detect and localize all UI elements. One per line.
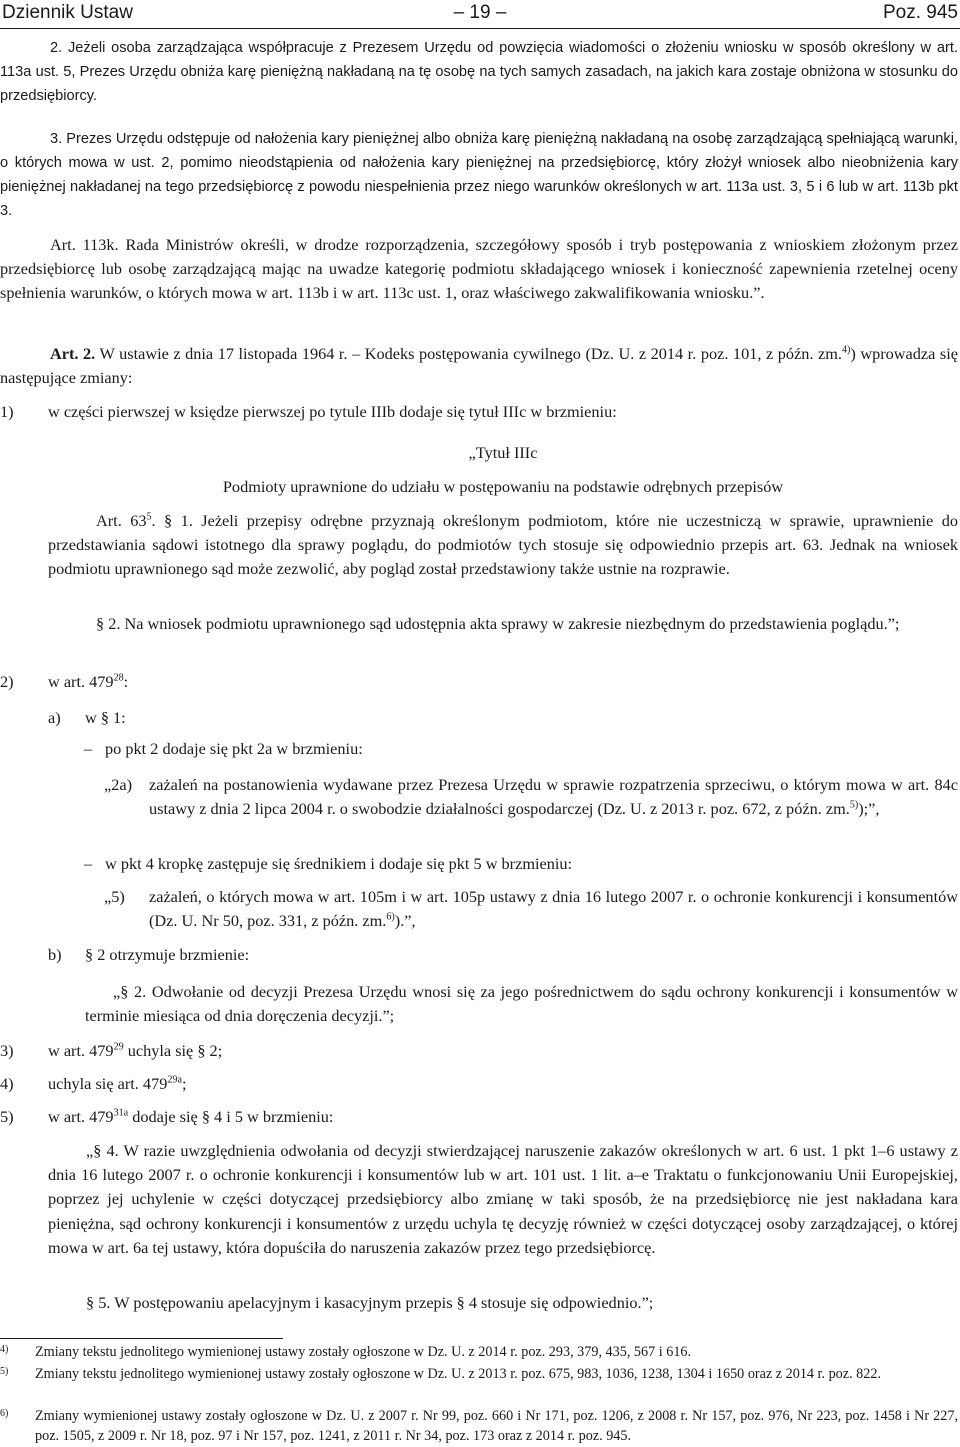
page-number: – 19 – [453, 2, 507, 23]
footnote-6-text: Zmiany wymienionej ustawy zostały ogłoszone w Dz. U. z 2007 r. Nr 99, poz. 660 i Nr 171, poz. 1206, z 2008 r. Nr 157, poz. 976, Nr 223, poz. 1458 i Nr 227, poz. 1505, z 2009 r. Nr 18, poz. 97 i Nr 157, poz. 1241, z 2011 r. Nr 34, poz. 173 oraz z 2014 r. poz. 945. [35, 1408, 958, 1444]
item-2b-text: § 2 otrzymuje brzmienie: [85, 945, 250, 964]
item-3-number: 3) [0, 1041, 14, 1060]
dash-2: – [84, 854, 93, 873]
dash-2-text: w pkt 4 kropkę zastępuje się średnikiem i dodaje się pkt 5 w brzmieniu: [105, 854, 573, 873]
footnote-4-mark: 4) [0, 1344, 9, 1355]
paragraph-4-new: „§ 4. W razie uwzględnienia odwołania od decyzji stwierdzającej naruszenie zakazów określonych w art. 6 ust. 1 pkt 1–6 ustawy z dnia 16 lutego 2007 r. o ochronie konkurencji i konsumentów lub w art. 101 ust. 1 lit. a–e Traktatu o funkcjonowaniu Unii Europejskiej, poprzez jej uchylenie w części dotyczącej przedsiębiorcy albo zmianę w taki sposób, że na przedsiębiorcę nie jest nakładana kara pieniężna, sąd ochrony konkurencji i konsumentów z urzędu uchyla tę decyzję również w części dotyczącej osoby zarządzającej, o której mowa w art. 6a tej ustawy, która dopuściła do naruszenia zakazów przez tego przedsiębiorcę. [48, 1141, 958, 1257]
dash-1-text: po pkt 2 dodaje się pkt 2a w brzmieniu: [105, 739, 363, 758]
paragraph-2-new: „§ 2. Odwołanie od decyzji Prezesa Urzędu wnosi się za jego pośrednictwem do sądu ochrony konkurencji i konsumentów w terminie miesiąca od dnia doręczenia decyzji.”; [85, 982, 958, 1026]
article-113k: Art. 113k. Rada Ministrów określi, w drodze rozporządzenia, szczegółowy sposób i tryb postępowania z wnioskiem złożonym przez przedsiębiorcę lub osobę zarządzającą mając na uwadze kategorię podmiotu składającego wniosek i konieczność zapewnienia rzetelnej oceny spełnienia warunków, o których mowa w art. 113b i w art. 113c ust. 1, oraz właściwego zakwalifikowania wniosku.”. [0, 235, 958, 303]
article-63-label: Art. 63 [96, 511, 147, 530]
item-4-number: 4) [0, 1074, 14, 1093]
page-header [0, 0, 960, 30]
position-number: Poz. 945 [883, 2, 958, 23]
title-iiic-subtitle: Podmioty uprawnione do udziału w postępowaniu na podstawie odrębnych przepisów [222, 477, 784, 496]
header-rule [0, 28, 960, 29]
item-2a-text: w § 1: [85, 708, 126, 727]
footnote-5-mark: 5) [0, 1366, 9, 1377]
article-2-text: W ustawie z dnia 17 listopada 1964 r. – Kodeks postępowania cywilnego (Dz. U. z 2014 r. poz. 101, z późn. zm. [95, 344, 842, 363]
item-2a-letter: a) [48, 708, 61, 727]
item-2b-letter: b) [48, 945, 62, 964]
item-1-text: w części pierwszej w księdze pierwszej po tytule IIIb dodaje się tytuł IIIc w brzmieniu: [48, 402, 617, 421]
paragraph-2: 2. Jeżeli osoba zarządzająca współpracuje z Prezesem Urzędu od powzięcia wiadomości o złożeniu wniosku w sposób określony w art. 113a ust. 5, Prezes Urzędu obniża karę pieniężną nakładaną na tę osobę na tych samych zasadach, na jakich kara zostaje obniżona w stosunku do przedsiębiorcy. [0, 40, 958, 105]
footnote-6-mark: 6) [0, 1408, 9, 1419]
item-5-text: w art. $479^{31a}$ dodaje się § 4 i 5 w brzmieniu: [48, 1107, 334, 1126]
article-63-text: . § 1. Jeżeli przepisy odrębne przyznają określonym podmiotom, które nie uczestniczą w sprawie, uprawnienie do przedstawiania sądowi istotnego dla sprawy poglądu, do podmiotów tych stosuje się odpowiednio przepis art. 63. Jednak na wniosek podmiotu uprawnionego sąd może zezwolić, aby pogląd został przedstawiony także ustnie na rozprawie. [48, 511, 958, 579]
paragraph-3: 3. Prezes Urzędu odstępuje od nałożenia kary pieniężnej albo obniża karę pieniężną nakładaną na osobę zarządzającą spełniającą warunki, o których mowa w ust. 2, pomimo nieodstąpienia od nałożenia kary pieniężnej na przedsiębiorcę, który złożył wniosek albo nieobniżenia kary pieniężnej nakładanej na tego przedsiębiorcę z powodu niespełnienia przez niego warunków określonych w art. 113a ust. 3, 5 i 6 lub w art. 113b pkt 3. [0, 131, 958, 220]
article-2-label: Art. 2. [50, 344, 96, 363]
dash-1: – [84, 739, 93, 758]
item-2-number: 2) [0, 672, 14, 691]
item-2-text: w art. $479^{28}$: [48, 672, 129, 691]
footnote-ref-4: 4) [841, 344, 851, 356]
point-5-text: zażaleń, o których mowa w art. 105m i w art. 105p ustawy z dnia 16 lutego 2007 r. o ochronie konkurencji i konsumentów (Dz. U. Nr 50, poz. 331, z późn. zm.$^{6)}$).”, [149, 887, 958, 931]
point-2a-number: „2a) [104, 775, 133, 794]
article-2-tail: ) wprowadza się następujące zmiany: [0, 344, 958, 388]
item-1-number: 1) [0, 402, 14, 421]
point-5-number: „5) [104, 887, 125, 906]
paragraph-5-new: § 5. W postępowaniu apelacyjnym i kasacyjnym przepis § 4 stosuje się odpowiednio.”; [86, 1293, 654, 1312]
item-3-text: w art. $479^{29}$ uchyla się § 2; [48, 1041, 223, 1060]
article-63-5-par-2: § 2. Na wniosek podmiotu uprawnionego sąd udostępnia akta sprawy w zakresie niezbędnym do przedstawienia poglądu.”; [96, 614, 900, 633]
footnote-4-text: Zmiany tekstu jednolitego wymienionej ustawy zostały ogłoszone w Dz. U. z 2014 r. poz. 293, 379, 435, 567 i 616. [35, 1344, 692, 1360]
article-63-superscript: 5 [146, 511, 152, 523]
footnote-5-text: Zmiany tekstu jednolitego wymienionej ustawy zostały ogłoszone w Dz. U. z 2013 r. poz. 675, 983, 1036, 1238, 1304 i 1650 oraz z 2014 r. poz. 822. [35, 1366, 881, 1382]
item-4-text: uchyla się art. $479^{29a}$; [48, 1074, 187, 1093]
title-iiic: „Tytuł IIIc [468, 443, 538, 462]
item-5-number: 5) [0, 1107, 14, 1126]
point-2a-text: zażaleń na postanowienia wydawane przez Prezesa Urzędu w sprawie rozpatrzenia sprzeciwu, o którym mowa w art. 84c ustawy z dnia 2 lipca 2004 r. o swobodzie działalności gospodarczej (Dz. U. z 2013 r. poz. 672, z późn. zm.$^{5)}$);”, [149, 775, 958, 819]
article-2 [0, 342, 958, 390]
article-63-5 [48, 509, 958, 582]
footnote-rule [0, 1338, 283, 1339]
journal-name: Dziennik Ustaw [2, 2, 133, 23]
